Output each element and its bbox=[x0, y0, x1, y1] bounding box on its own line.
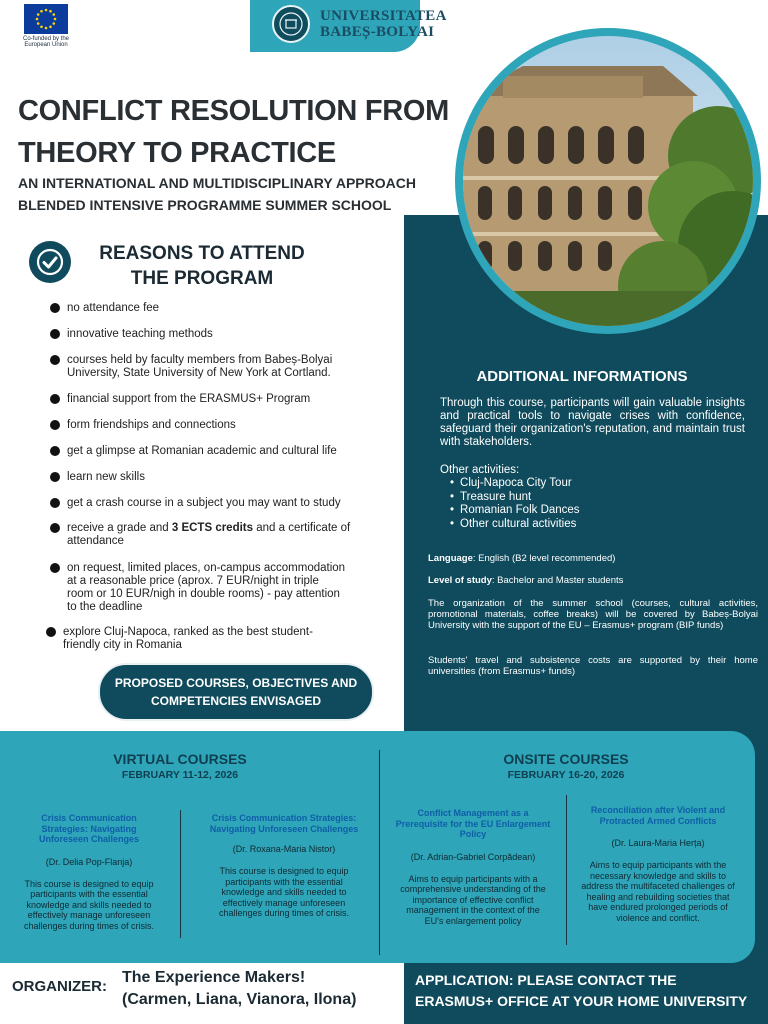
reasons-heading bbox=[84, 241, 320, 291]
list-item bbox=[50, 419, 350, 432]
eu-flag-icon bbox=[24, 4, 68, 34]
additional-info-intro: Through this course, participants will gain valuable insights and practical tools to navigate crises with confidence, safeguard their organization's reputation, and maintain trust with stakeholders. bbox=[440, 397, 745, 448]
page-title bbox=[18, 90, 449, 174]
list-item: • Romanian Folk Dances bbox=[450, 504, 580, 518]
language-info bbox=[428, 553, 758, 564]
bullet-icon bbox=[50, 472, 60, 482]
reasons-heading-line2: THE PROGRAM bbox=[130, 268, 274, 289]
bullet-icon bbox=[50, 394, 60, 404]
checkmark-icon bbox=[29, 241, 71, 283]
eu-caption: Co-funded by the European Union bbox=[22, 36, 70, 48]
reason-text: innovative teaching methods bbox=[67, 328, 213, 340]
list-item bbox=[50, 522, 380, 548]
university-building-photo bbox=[463, 36, 753, 326]
bullet-icon bbox=[50, 446, 60, 456]
virtual-courses-date: FEBRUARY 11-12, 2026 bbox=[121, 769, 239, 781]
reason-text: no attendance fee bbox=[67, 302, 160, 314]
course-title: Reconciliation after Violent and Protracted Armed Conflicts bbox=[590, 805, 726, 826]
course-description: Aims to equip participants with a comprehensive understanding of the importance of effective conflict management in the context of the EU's enlargement policy bbox=[400, 873, 546, 926]
list-item bbox=[46, 626, 342, 652]
university-seal-icon bbox=[272, 5, 310, 43]
course-card bbox=[578, 805, 738, 923]
divider bbox=[566, 795, 567, 945]
organizer-line1: The Experience Makers! bbox=[122, 969, 306, 986]
onsite-courses-heading: ONSITE COURSES bbox=[503, 751, 629, 767]
reason-text: get a crash course in a subject you may want to study bbox=[67, 497, 341, 509]
level-value: : Bachelor and Master students bbox=[491, 575, 624, 586]
list-item bbox=[50, 354, 346, 380]
bullet-icon bbox=[50, 523, 60, 533]
course-card bbox=[194, 813, 374, 919]
bullet-icon bbox=[46, 627, 56, 637]
proposed-line1: PROPOSED COURSES, OBJECTIVES AND bbox=[114, 676, 358, 690]
list-item bbox=[50, 393, 350, 406]
reason-text: explore Cluj-Napoca, ranked as the best student-friendly city in Romania bbox=[63, 626, 313, 651]
application-line1: APPLICATION: PLEASE CONTACT THE bbox=[415, 972, 677, 988]
list-item: • Treasure hunt bbox=[450, 491, 580, 505]
additional-info-heading: ADDITIONAL INFORMATIONS bbox=[476, 368, 688, 385]
course-title: Conflict Management as a Prerequisite for the EU Enlargement Policy bbox=[395, 808, 551, 839]
list-item bbox=[50, 302, 350, 315]
list-item: • Other cultural activities bbox=[450, 518, 580, 532]
page-subtitle bbox=[18, 172, 416, 216]
bullet-icon bbox=[50, 420, 60, 430]
organization-info: The organization of the summer school (courses, cultural activities, promotional materials, coffee breaks) will be covered by Babeș-Bolyai University with the support of the EU – Erasmus+ program (BIP funds) bbox=[428, 598, 758, 631]
divider bbox=[379, 750, 380, 955]
divider bbox=[180, 810, 181, 938]
course-card bbox=[8, 813, 170, 931]
other-activities-heading: Other activities: bbox=[440, 464, 520, 476]
reason-text: financial support from the ERASMUS+ Program bbox=[67, 393, 311, 405]
course-card bbox=[392, 808, 554, 926]
list-item bbox=[50, 328, 350, 341]
virtual-courses-heading: VIRTUAL COURSES bbox=[113, 751, 247, 767]
organizer-names bbox=[122, 967, 356, 1011]
bullet-icon bbox=[50, 355, 60, 365]
list-item bbox=[50, 562, 346, 614]
list-item bbox=[50, 471, 350, 484]
bullet-icon bbox=[50, 329, 60, 339]
other-activities-list bbox=[450, 477, 580, 531]
course-instructor: (Dr. Delia Pop-Flanja) bbox=[45, 856, 133, 867]
language-label: Language bbox=[428, 553, 473, 564]
course-instructor: (Dr. Roxana-Maria Nistor) bbox=[232, 844, 336, 854]
proposed-courses-button[interactable] bbox=[98, 663, 374, 721]
university-name-line1: UNIVERSITATEA bbox=[320, 8, 447, 24]
level-info bbox=[428, 575, 758, 586]
travel-info: Students' travel and subsistence costs are supported by their home universities (from Erasmus+ funds) bbox=[428, 655, 758, 677]
reason-text: get a glimpse at Romanian academic and cultural life bbox=[67, 445, 337, 457]
list-item: • Cluj-Napoca City Tour bbox=[450, 477, 580, 491]
reason-text: form friendships and connections bbox=[67, 419, 236, 431]
course-title: Crisis Communication Strategies: Navigating Unforeseen Challenges bbox=[209, 813, 359, 834]
organizer-label: ORGANIZER: bbox=[12, 978, 107, 995]
grade-post: and a certificate of attendance bbox=[67, 522, 351, 547]
level-label: Level of study bbox=[428, 575, 492, 586]
course-title: Crisis Communication Strategies: Navigating Unforeseen Challenges bbox=[38, 813, 140, 844]
university-name bbox=[320, 8, 447, 40]
bullet-icon bbox=[50, 303, 60, 313]
page-title-line1: CONFLICT RESOLUTION FROM bbox=[18, 95, 449, 127]
organizer-line2: (Carmen, Liana, Vianora, Ilona) bbox=[122, 991, 357, 1008]
course-instructor: (Dr. Adrian-Gabriel Corpădean) bbox=[410, 851, 536, 862]
subtitle-line1: AN INTERNATIONAL AND MULTIDISCIPLINARY APPROACH bbox=[18, 175, 416, 191]
course-description: Aims to equip participants with the necessary knowledge and skills to address the multifaceted challenges of healing and rebuilding societies that have endured prolonged periods of violence and conflict. bbox=[581, 860, 735, 923]
proposed-line2: COMPETENCIES ENVISAGED bbox=[150, 694, 322, 708]
ects-credits: 3 ECTS credits bbox=[171, 522, 254, 534]
bullet-icon bbox=[50, 498, 60, 508]
course-description: This course is designed to equip participants with the essential knowledge and skills needed to effectively manage unforeseen challenges during times of crisis. bbox=[23, 878, 155, 931]
page-title-line2: THEORY TO PRACTICE bbox=[18, 137, 336, 169]
application-line2: ERASMUS+ OFFICE AT YOUR HOME UNIVERSITY bbox=[415, 993, 748, 1009]
reasons-heading-line1: REASONS TO ATTEND bbox=[99, 243, 305, 264]
university-name-line2: BABEȘ-BOLYAI bbox=[320, 24, 435, 40]
subtitle-line2: BLENDED INTENSIVE PROGRAMME SUMMER SCHOOL bbox=[18, 197, 392, 213]
application-note bbox=[415, 970, 760, 1012]
reason-text bbox=[67, 522, 380, 548]
course-instructor: (Dr. Laura-Maria Herța) bbox=[611, 838, 705, 848]
language-value: : English (B2 level recommended) bbox=[472, 553, 616, 564]
reason-text: learn new skills bbox=[67, 471, 145, 483]
list-item bbox=[50, 445, 380, 458]
bullet-icon bbox=[50, 563, 60, 573]
reason-text: on request, limited places, on-campus accommodation at a reasonable price (aprox. 7 EUR/night in triple room or 10 EUR/nigh in double rooms) - pay attention to the deadline bbox=[67, 562, 346, 613]
grade-pre: receive a grade and bbox=[67, 522, 172, 534]
list-item bbox=[50, 497, 380, 510]
course-description: This course is designed to equip participants with the essential knowledge and skills needed to effectively manage unforeseen challenges during times of crisis. bbox=[218, 866, 350, 918]
reason-text: courses held by faculty members from Babeș-Bolyai University, State University of New York at Cortland. bbox=[67, 354, 333, 379]
onsite-courses-date: FEBRUARY 16-20, 2026 bbox=[507, 769, 625, 781]
